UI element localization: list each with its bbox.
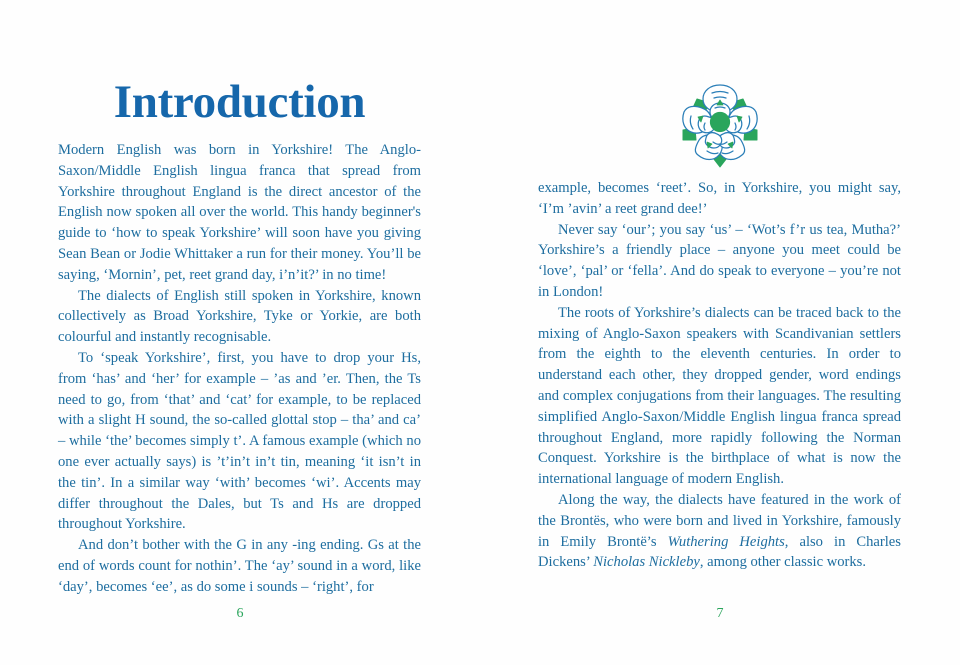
right-column-text <box>538 178 901 573</box>
paragraph: And don’t bother with the G in any -ing ending. Gs at the end of words count for nothin’. The ‘ay’ sound in a word, like ‘day’, becomes ‘ee’, as do some i sounds – ‘right’, for <box>58 537 421 595</box>
page-number-left: 6 <box>236 606 244 621</box>
book-title-wuthering-heights: Wuthering Heights <box>667 533 785 550</box>
text-run: Along the way, the dialects have featured in the work of the Brontës, who were born and lived in Yorkshire, famously in Emily Brontë’s <box>538 491 901 550</box>
paragraph: To ‘speak Yorkshire’, first, you have to drop your Hs, from ‘has’ and ‘her’ for example – ’as and ’er. Then, the Ts need to go, from ‘that’ and ‘cat’ for example, to be replaced with a slight H sound, the so-called glottal stop – tha’ and ca’ – while ‘the’ becomes simply t’. A famous example (which no one ever actually says) is ’t’in’t in’t tin, meaning ‘it isn’t in the tin’. In a similar way ‘with’ becomes ‘wi’. Accents may differ throughout the Dales, but Ts and Hs are dropped throughout Yorkshire. <box>58 349 421 533</box>
page-right <box>480 0 960 665</box>
paragraph: The dialects of English still spoken in Yorkshire, known collectively as Broad Yorkshire, Tyke or Yorkie, are both colourful and instantly recognisable. <box>58 287 421 346</box>
yorkshire-rose-icon <box>670 72 770 172</box>
page-title: Introduction <box>113 76 366 128</box>
paragraph: Never say ‘our’; you say ‘us’ – ‘Wot’s f’r us tea, Mutha?’ Yorkshire’s a friendly place – anyone you meet could be ‘love’, ‘pal’ or ‘fella’. And do speak to everyone – you’re not in London! <box>538 221 901 300</box>
left-column-text <box>58 140 421 598</box>
text-run: , also in Charles Dickens’ <box>538 533 901 571</box>
paragraph: example, becomes ‘reet’. So, in Yorkshire, you might say, ‘I’m ’avin’ a reet grand dee!’ <box>538 180 901 217</box>
page-number-right: 7 <box>716 606 724 621</box>
paragraph-with-titles <box>538 490 901 573</box>
paragraph: Modern English was born in Yorkshire! The Anglo-Saxon/Middle English lingua franca that spread from Yorkshire throughout England is the direct ancestor of the English now spoken all over the world. This handy beginner's guide to ‘how to speak Yorkshire’ will soon have you giving Sean Bean or Jodie Whittaker a run for their money. You’ll be saying, ‘Mornin’, pet, reet grand day, i’n’it?’ in no time! <box>58 142 421 283</box>
book-title-nicholas-nickleby: Nicholas Nickleby <box>593 554 700 571</box>
text-run: , among other classic works. <box>699 554 867 571</box>
paragraph: The roots of Yorkshire’s dialects can be traced back to the mixing of Anglo-Saxon speakers with Scandivanian settlers from the eighth to the eleventh centuries. In order to understand each other, they dropped gender, word endings and complex conjugations from their languages. The resulting simplified Anglo-Saxon/Middle English lingua franca spread throughout England, more rapidly following the Norman Conquest. Yorkshire is the birthplace of what is now the international language of modern English. <box>538 304 901 488</box>
